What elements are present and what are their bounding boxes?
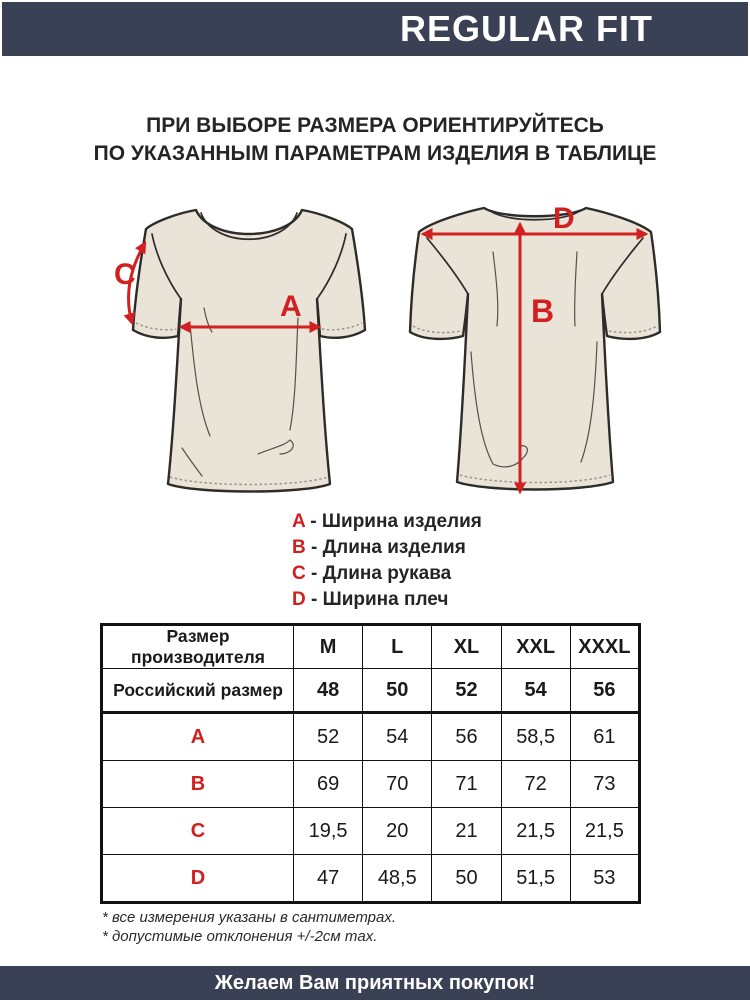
value-cell: 58,5 bbox=[501, 713, 570, 761]
value-cell: 51,5 bbox=[501, 855, 570, 903]
size-cell: XXXL bbox=[570, 625, 639, 669]
intro-line-2: ПО УКАЗАННЫМ ПАРАМЕТРАМ ИЗДЕЛИЯ В ТАБЛИЦЕ bbox=[93, 142, 657, 165]
value-cell: 61 bbox=[570, 713, 639, 761]
size-cell: 52 bbox=[432, 669, 501, 713]
fit-title: REGULAR FIT bbox=[400, 8, 653, 49]
legend-sep: - bbox=[305, 589, 323, 610]
legend-sep: - bbox=[305, 537, 323, 558]
legend-desc-a: Ширина изделия bbox=[321, 511, 482, 532]
value-cell: 47 bbox=[294, 855, 363, 903]
tshirt-front-diagram bbox=[112, 196, 372, 508]
measure-label-a: A bbox=[280, 290, 302, 323]
legend-item-d bbox=[292, 587, 482, 613]
legend-item-b bbox=[292, 535, 482, 561]
legend-sep: - bbox=[305, 511, 322, 532]
table-row-russian bbox=[102, 669, 640, 713]
value-cell: 50 bbox=[432, 855, 501, 903]
value-cell: 52 bbox=[294, 713, 363, 761]
tshirt-back-silhouette bbox=[410, 208, 660, 490]
size-cell: 50 bbox=[363, 669, 432, 713]
legend-key-c: C bbox=[292, 563, 306, 584]
legend-desc-d: Ширина плеч bbox=[322, 589, 449, 610]
size-table bbox=[100, 623, 641, 904]
row-key-c: C bbox=[102, 808, 294, 855]
size-cell: XL bbox=[432, 625, 501, 669]
measurement-legend bbox=[292, 509, 482, 613]
footer-message: Желаем Вам приятных покупок! bbox=[214, 972, 536, 994]
footer-banner bbox=[0, 966, 750, 1000]
table-row-manufacturer bbox=[102, 625, 640, 669]
value-cell: 48,5 bbox=[363, 855, 432, 903]
footnote-tolerance: * допустимые отклонения +/-2см max. bbox=[102, 928, 378, 945]
value-cell: 19,5 bbox=[294, 808, 363, 855]
row-key-a: A bbox=[102, 713, 294, 761]
legend-item-a bbox=[292, 509, 482, 535]
value-cell: 72 bbox=[501, 761, 570, 808]
value-cell: 54 bbox=[363, 713, 432, 761]
legend-desc-b: Длина изделия bbox=[322, 537, 466, 558]
fit-banner bbox=[2, 2, 748, 56]
value-cell: 53 bbox=[570, 855, 639, 903]
value-cell: 21 bbox=[432, 808, 501, 855]
measure-label-b: B bbox=[531, 293, 555, 329]
value-cell: 71 bbox=[432, 761, 501, 808]
row-label-manufacturer: Размер производителя bbox=[102, 625, 294, 669]
value-cell: 70 bbox=[363, 761, 432, 808]
size-cell: 54 bbox=[501, 669, 570, 713]
intro-line-1: ПРИ ВЫБОРЕ РАЗМЕРА ОРИЕНТИРУЙТЕСЬ bbox=[146, 114, 604, 137]
legend-key-b: B bbox=[292, 537, 306, 558]
legend-sep: - bbox=[305, 563, 323, 584]
value-cell: 73 bbox=[570, 761, 639, 808]
footnote-units: * все измерения указаны в сантиметрах. bbox=[102, 909, 397, 926]
footnotes bbox=[102, 908, 396, 946]
row-label-russian: Российский размер bbox=[102, 669, 294, 713]
legend-item-c bbox=[292, 561, 482, 587]
value-cell: 21,5 bbox=[501, 808, 570, 855]
row-key-d: D bbox=[102, 855, 294, 903]
table-row-d bbox=[102, 855, 640, 903]
size-cell: M bbox=[294, 625, 363, 669]
measure-label-c: C bbox=[114, 258, 136, 291]
legend-key-a: A bbox=[292, 511, 306, 532]
size-cell: 56 bbox=[570, 669, 639, 713]
intro-heading bbox=[0, 112, 750, 168]
measure-label-d: D bbox=[553, 202, 575, 235]
size-cell: XXL bbox=[501, 625, 570, 669]
legend-desc-c: Длина рукава bbox=[322, 563, 452, 584]
table-row-a bbox=[102, 713, 640, 761]
size-cell: L bbox=[363, 625, 432, 669]
table-row-b bbox=[102, 761, 640, 808]
row-key-b: B bbox=[102, 761, 294, 808]
legend-key-d: D bbox=[292, 589, 306, 610]
value-cell: 20 bbox=[363, 808, 432, 855]
table-row-c bbox=[102, 808, 640, 855]
size-cell: 48 bbox=[294, 669, 363, 713]
tshirt-back-diagram bbox=[405, 192, 665, 504]
value-cell: 56 bbox=[432, 713, 501, 761]
value-cell: 21,5 bbox=[570, 808, 639, 855]
value-cell: 69 bbox=[294, 761, 363, 808]
tshirt-front-silhouette bbox=[133, 210, 365, 492]
